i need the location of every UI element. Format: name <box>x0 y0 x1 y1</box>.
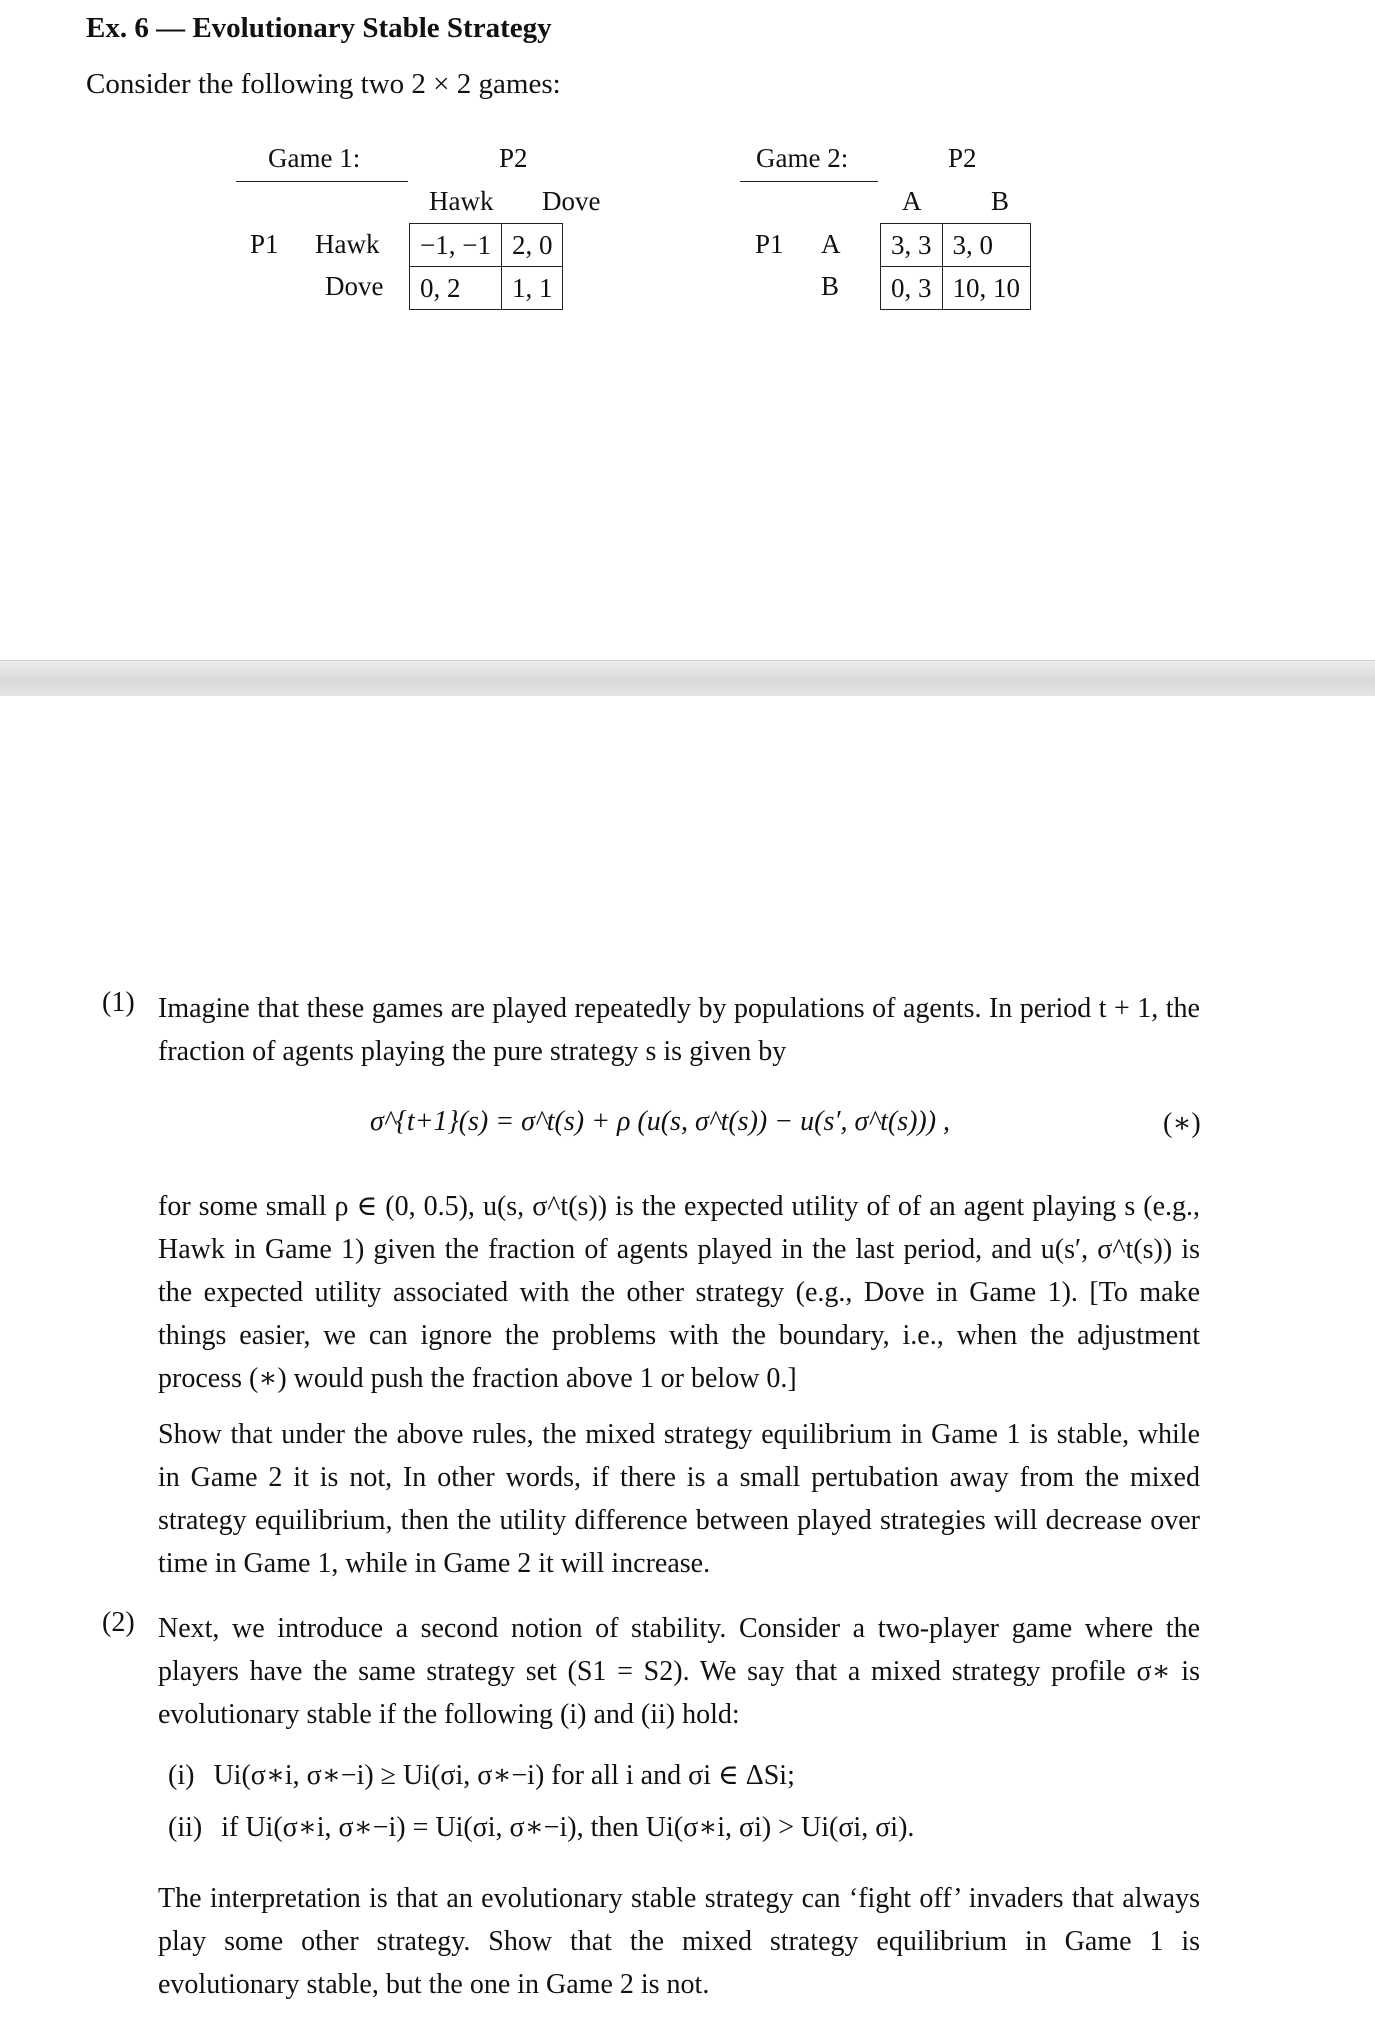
game2-header-rule <box>740 181 878 182</box>
condition-i-label: (i) <box>168 1760 195 1791</box>
game2-cell-a-b: 3, 0 <box>942 224 1031 267</box>
game2-payoff-matrix <box>880 223 1031 310</box>
exercise-title: Ex. 6 — Evolutionary Stable Strategy <box>86 12 552 44</box>
game1-header-rule <box>236 181 408 182</box>
game2-row-player: P1 <box>755 229 784 259</box>
game2-cell-b-b: 10, 10 <box>942 267 1031 310</box>
update-equation: σ^{t+1}(s) = σ^t(s) + ρ (u(s, σ^t(s)) − u(s′, σ^t(s))) , <box>370 1106 951 1137</box>
condition-i <box>168 1758 795 1792</box>
page-divider <box>0 660 1375 697</box>
part2-number: (2) <box>102 1607 135 1638</box>
part1-number: (1) <box>102 987 135 1018</box>
part2-conclusion: The interpretation is that an evolutionary stable strategy can ‘fight off’ invaders that always play some other strategy. Show that the mixed strategy equilibrium in Game 1 is evolutionary stable, but the one in Game 2 is not. <box>158 1883 1200 2000</box>
intro-text: Consider the following two 2 × 2 games: <box>86 68 561 100</box>
part1-task: Show that under the above rules, the mixed strategy equilibrium in Game 1 is stable, while in Game 2 it is not, In other words, if there is a small pertubation away from the mixed strategy equilibrium, then the utility difference between played strategies will decrease over time in Game 1, while in Game 2 it will increase. <box>158 1419 1200 1579</box>
game1-col-player: P2 <box>499 143 528 173</box>
page-top <box>0 0 1375 660</box>
game2-row-strategy-b: B <box>821 271 840 301</box>
part1-intro: Imagine that these games are played repeatedly by populations of agents. In period t + 1, the fraction of agents playing the pure strategy s is given by <box>158 993 1200 1067</box>
game1-label: Game 1: <box>268 143 361 173</box>
part1-explanation: for some small ρ ∈ (0, 0.5), u(s, σ^t(s)) is the expected utility of of an agent playing s (e.g., Hawk in Game 1) given the fraction of agents played in the last period, and u(s′, σ^t(s)) is the expected utility associated with the other strategy (e.g., Dove in Game 1). [To make things easier, we can ignore the problems with the boundary, i.e., when the adjustment process (∗) would push the fraction above 1 or below 0.] <box>158 1191 1200 1394</box>
game1-cell-hawk-dove: 2, 0 <box>501 224 563 267</box>
game1-col-strategy-hawk: Hawk <box>429 186 494 216</box>
game2-row-strategy-a: A <box>821 229 841 259</box>
game1-cell-hawk-hawk: −1, −1 <box>410 224 502 267</box>
condition-ii-text: if Ui(σ∗i, σ∗−i) = Ui(σi, σ∗−i), then Ui(σ∗i, σi) > Ui(σi, σi). <box>221 1812 915 1843</box>
game1-cell-dove-hawk: 0, 2 <box>410 267 502 310</box>
game2-col-strategy-b: B <box>991 186 1010 216</box>
game1-row-strategy-dove: Dove <box>325 271 384 301</box>
game1-row-player: P1 <box>250 229 279 259</box>
condition-i-text: Ui(σ∗i, σ∗−i) ≥ Ui(σi, σ∗−i) for all i and σi ∈ ΔSi; <box>213 1760 795 1791</box>
game1-payoff-matrix <box>409 223 563 310</box>
equation-tag: (∗) <box>1163 1108 1201 1139</box>
game2-col-strategy-a: A <box>902 186 922 216</box>
game1-col-strategy-dove: Dove <box>542 186 601 216</box>
condition-ii-label: (ii) <box>168 1812 203 1843</box>
game1-cell-dove-dove: 1, 1 <box>501 267 563 310</box>
game2-col-player: P2 <box>948 143 977 173</box>
part2-intro: Next, we introduce a second notion of stability. Consider a two-player game where the players have the same strategy set (S1 = S2). We say that a mixed strategy profile σ∗ is evolutionary stable if the following (i) and (ii) hold: <box>158 1613 1200 1730</box>
condition-ii <box>168 1810 914 1844</box>
game2-cell-b-a: 0, 3 <box>881 267 943 310</box>
game2-label: Game 2: <box>756 143 849 173</box>
game1-row-strategy-hawk: Hawk <box>315 229 380 259</box>
game2-cell-a-a: 3, 3 <box>881 224 943 267</box>
